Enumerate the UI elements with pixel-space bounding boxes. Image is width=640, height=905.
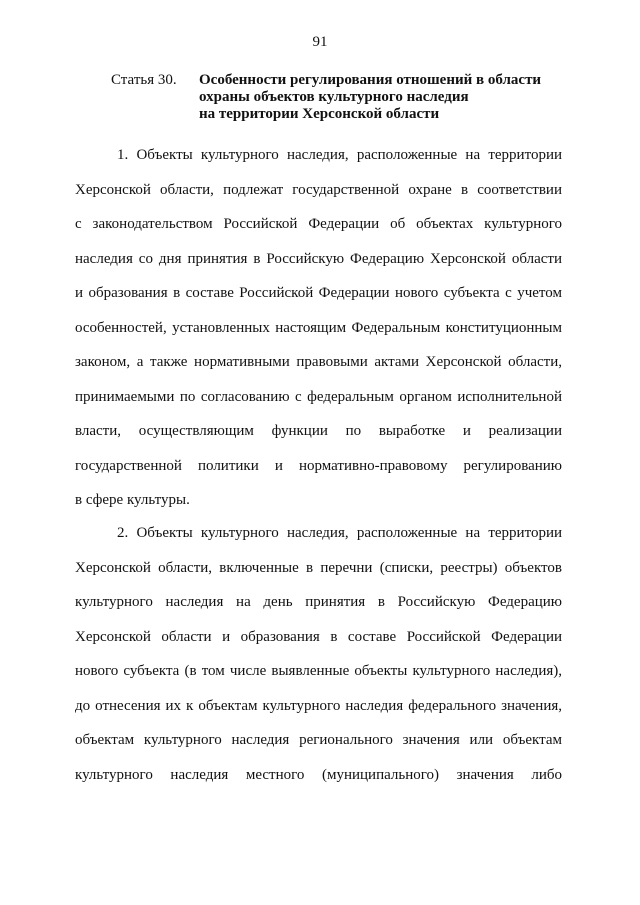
article-title-line: на территории Херсонской области: [199, 106, 440, 122]
article-title-line: охраны объектов культурного наследия: [199, 89, 469, 105]
text-line: Херсонской области и образования в составе Российской Федерации: [75, 629, 562, 645]
text-line: 1. Объекты культурного наследия, расположенные на территории: [117, 147, 562, 163]
article-title: [199, 72, 579, 123]
page-number: 91: [312, 34, 328, 50]
text-line: власти, осуществляющим функции по выработке и реализации: [75, 423, 562, 439]
text-line: наследия со дня принятия в Российскую Федерацию Херсонской области: [75, 251, 562, 267]
text-line: нового субъекта (в том числе выявленные объекты культурного наследия),: [75, 663, 562, 679]
text-line: до отнесения их к объектам культурного наследия федерального значения,: [75, 698, 562, 714]
text-line: культурного наследия на день принятия в Российскую Федерацию: [75, 594, 562, 610]
text-line: Херсонской области, включенные в перечни (списки, реестры) объектов: [75, 560, 562, 576]
text-line: законом, а также нормативными правовыми актами Херсонской области,: [75, 354, 562, 370]
text-line: и образования в составе Российской Федерации нового субъекта с учетом: [75, 285, 562, 301]
text-line: объектам культурного наследия регионального значения или объектам: [75, 732, 562, 748]
text-line: с законодательством Российской Федерации об объектах культурного: [75, 216, 562, 232]
text-line: в сфере культуры.: [75, 492, 190, 508]
text-line: государственной политики и нормативно-правовому регулированию: [75, 458, 562, 474]
text-line: принимаемыми по согласованию с федеральным органом исполнительной: [75, 389, 562, 405]
article-title-line: Особенности регулирования отношений в области: [199, 72, 542, 88]
text-line: особенностей, установленных настоящим Федеральным конституционным: [75, 320, 562, 336]
text-line: культурного наследия местного (муниципального) значения либо: [75, 767, 562, 783]
text-line: Херсонской области, подлежат государственной охране в соответствии: [75, 182, 562, 198]
text-line: 2. Объекты культурного наследия, расположенные на территории: [117, 525, 562, 541]
article-label: Статья 30.: [111, 72, 177, 88]
